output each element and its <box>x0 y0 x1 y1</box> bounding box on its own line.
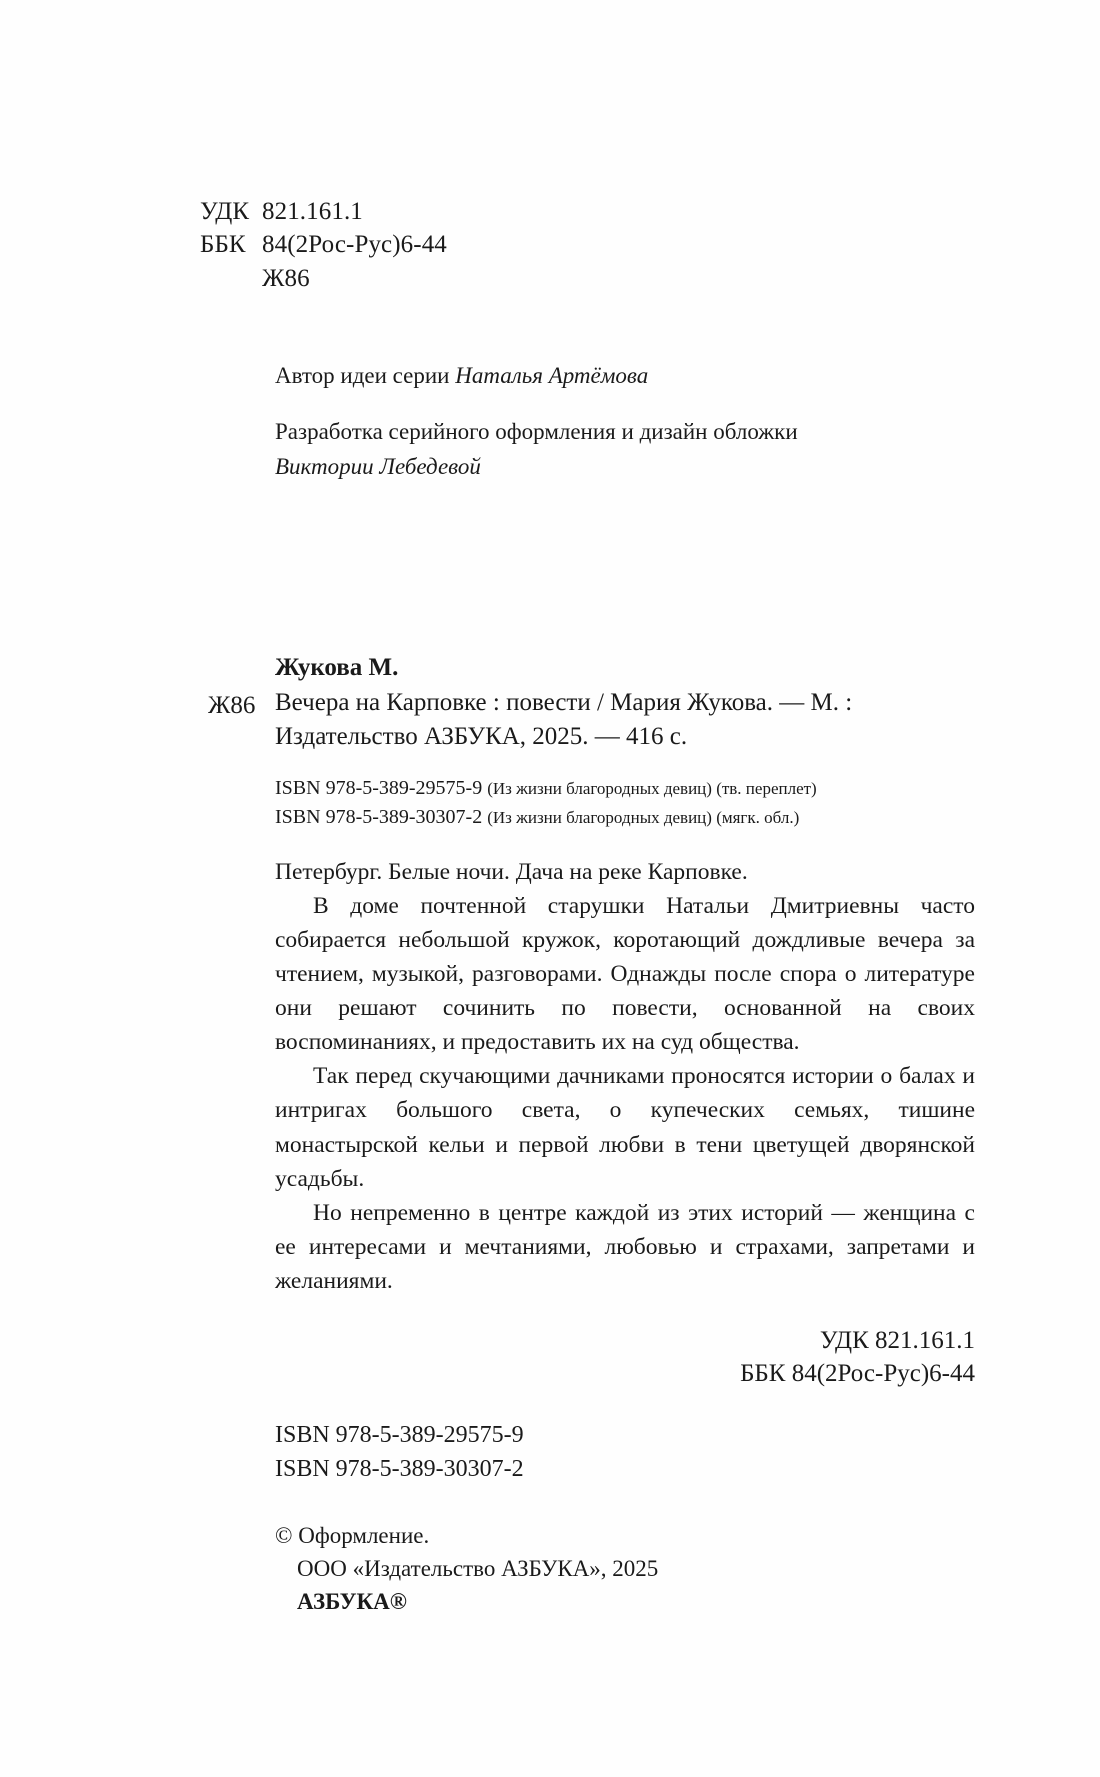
footer-udk: УДК 821.161.1 <box>819 1326 975 1354</box>
design-credit <box>275 415 990 484</box>
series-idea-name: Наталья Артёмова <box>455 362 649 388</box>
udk-label: УДК <box>200 198 250 225</box>
footer-isbn-block <box>200 1418 990 1486</box>
record-isbn-value: ISBN 978-5-389-29575-9 <box>275 777 483 800</box>
bbk-label: ББК <box>200 231 246 259</box>
series-idea-prefix: Автор идеи серии <box>275 362 456 388</box>
copyright-block <box>200 1519 990 1619</box>
record-isbn-row <box>275 774 990 802</box>
annotation-block <box>275 855 975 1298</box>
design-name: Виктории Лебедевой <box>275 453 481 479</box>
footer-bbk: ББК 84(2Рос-Рус)6-44 <box>740 1360 975 1388</box>
record-author-mark: Ж86 <box>208 692 256 720</box>
copyright-line-2: ООО «Издательство АЗБУКА», 2025 <box>297 1555 659 1581</box>
annotation-paragraph: Так перед скучающими дачниками проносятся истории о балах и интригах большого света, о купеческих семьях, тишине монастырской кельи и первой любви в тени цветущей дворянской усадьбы. <box>275 1063 975 1192</box>
copyright-line-1: © Оформление. <box>275 1522 430 1548</box>
author-mark: Ж86 <box>262 264 310 292</box>
page-content <box>200 195 990 1619</box>
record-author-heading: Жукова М. <box>275 654 399 682</box>
annotation-paragraph: Петербург. Белые ночи. Дача на реке Карповке. <box>275 859 748 886</box>
design-prefix: Разработка серийного оформления и дизайн обложки <box>275 419 798 445</box>
bibliographic-record <box>200 654 990 1390</box>
credits-block <box>200 359 990 485</box>
footer-classification <box>275 1324 975 1391</box>
footer-isbn-line: ISBN 978-5-389-30307-2 <box>275 1456 524 1483</box>
record-isbn-note: (Из жизни благородных девиц) (мягк. обл.) <box>487 807 800 827</box>
bbk-value: 84(2Рос-Рус)6-44 <box>262 231 447 259</box>
publisher-logo-text: АЗБУКА® <box>297 1589 407 1615</box>
record-isbn-row <box>275 803 990 831</box>
record-isbn-value: ISBN 978-5-389-30307-2 <box>275 805 483 828</box>
classification-block <box>200 195 990 295</box>
udk-row <box>200 195 990 228</box>
udk-value: 821.161.1 <box>262 198 363 225</box>
record-isbn-list <box>275 774 990 831</box>
record-citation: Вечера на Карповке : повести / Мария Жукова. — М. : Издательство АЗБУКА, 2025. — 416 с. <box>275 689 853 751</box>
series-idea-line <box>275 359 990 394</box>
bbk-row <box>200 228 990 261</box>
annotation-paragraph: В доме почтенной старушки Натальи Дмитриевны часто собирается небольшой кружок, коротающий дождливые вечера за чтением, музыкой, разговорами. Однажды после спора о литературе они решают сочинить по повести, основанной на своих воспоминаниях, и предоставить их на суд общества. <box>275 893 975 1056</box>
footer-isbn-line: ISBN 978-5-389-29575-9 <box>275 1422 524 1449</box>
annotation-paragraph: Но непременно в центре каждой из этих историй — женщина с ее интересами и мечтаниями, любовью и страхами, запретами и желаниями. <box>275 1199 975 1294</box>
record-isbn-note: (Из жизни благородных девиц) (тв. переплет) <box>487 779 817 799</box>
